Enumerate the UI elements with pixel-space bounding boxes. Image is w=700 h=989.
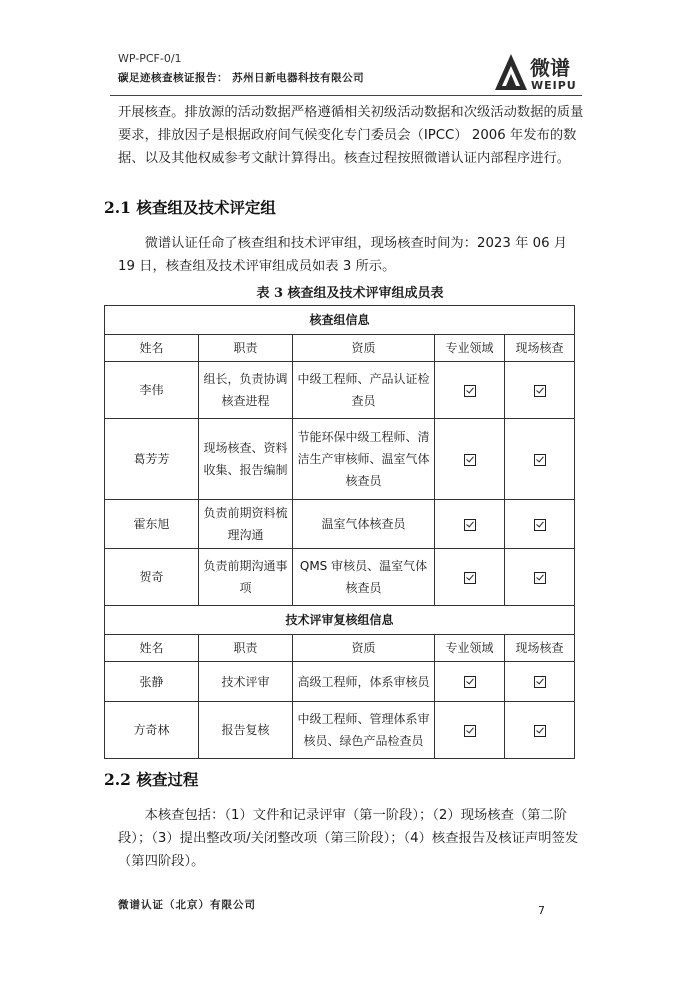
- column-header: 资质: [293, 635, 435, 662]
- cell-qualification: 节能环保中级工程师、清洁生产审核师、温室气体核查员: [293, 419, 435, 500]
- cell-onsite: [505, 702, 575, 759]
- checked-box-icon: [464, 676, 476, 688]
- cell-onsite: [505, 419, 575, 500]
- checked-box-icon: [534, 725, 546, 737]
- checked-box-icon: [464, 454, 476, 466]
- column-header: 姓名: [105, 635, 199, 662]
- table-row: [105, 662, 575, 702]
- header-divider: [110, 95, 582, 96]
- cell-name: 李伟: [105, 362, 199, 419]
- section-2-1-paragraph: 微谱认证任命了核查组和技术评审组，现场核查时间为：2023 年 06 月 19 日，核查组及技术评审组成员如表 3 所示。: [118, 236, 568, 274]
- cell-qualification: 中级工程师、管理体系审核员、绿色产品检查员: [293, 702, 435, 759]
- checked-box-icon: [464, 519, 476, 531]
- cell-qualification: QMS 审核员、温室气体核查员: [293, 549, 435, 606]
- members-table: [104, 305, 575, 759]
- checked-box-icon: [534, 519, 546, 531]
- cell-name: 方奇林: [105, 702, 199, 759]
- checked-box-icon: [534, 572, 546, 584]
- checked-box-icon: [534, 454, 546, 466]
- column-header: 现场核查: [505, 635, 575, 662]
- cell-duty: 现场核查、资料收集、报告编制: [199, 419, 293, 500]
- weipu-logo: [494, 52, 584, 96]
- checked-box-icon: [534, 385, 546, 397]
- cell-name: 葛芳芳: [105, 419, 199, 500]
- cell-onsite: [505, 362, 575, 419]
- page-number: 7: [538, 904, 545, 917]
- cell-onsite: [505, 549, 575, 606]
- cell-duty: 负责前期资料梳理沟通: [199, 500, 293, 549]
- section-2-2-heading: 2.2 核查过程: [104, 770, 199, 789]
- column-header: 姓名: [105, 335, 199, 362]
- column-header: 资质: [293, 335, 435, 362]
- group-title: 技术评审复核组信息: [105, 606, 575, 635]
- document-code: WP-PCF-0/1: [118, 52, 182, 65]
- cell-duty: 组长，负责协调核查进程: [199, 362, 293, 419]
- cell-onsite: [505, 500, 575, 549]
- cell-qualification: 高级工程师，体系审核员: [293, 662, 435, 702]
- group-header-row: [105, 306, 575, 335]
- column-header: 专业领域: [435, 335, 505, 362]
- logo-mark-icon: [494, 52, 528, 92]
- cell-field: [435, 702, 505, 759]
- table-caption: 表 3 核查组及技术评审组成员表: [256, 286, 444, 301]
- cell-duty: 报告复核: [199, 702, 293, 759]
- cell-name: 贺奇: [105, 549, 199, 606]
- logo-chinese-text: 微谱: [530, 56, 570, 80]
- table-row: [105, 702, 575, 759]
- report-title: 碳足迹核查核证报告： 苏州日新电器科技有限公司: [118, 72, 365, 84]
- column-header-row: [105, 635, 575, 662]
- cell-field: [435, 662, 505, 702]
- column-header-row: [105, 335, 575, 362]
- footer-company: 微谱认证（北京）有限公司: [118, 899, 256, 911]
- group-header-row: [105, 606, 575, 635]
- cell-field: [435, 362, 505, 419]
- cell-duty: 技术评审: [199, 662, 293, 702]
- section-2-2-paragraph: 本核查包括：（1）文件和记录评审（第一阶段）；（2）现场核查（第二阶段）；（3）提出整改项/关闭整改项（第三阶段）；（4）核查报告及核证声明签发（第四阶段）。: [118, 808, 579, 869]
- checked-box-icon: [464, 572, 476, 584]
- table-row: [105, 549, 575, 606]
- column-header: 现场核查: [505, 335, 575, 362]
- group-title: 核查组信息: [105, 306, 575, 335]
- logo-english-text: WEIPU: [531, 79, 577, 92]
- column-header: 职责: [199, 635, 293, 662]
- cell-duty: 负责前期沟通事项: [199, 549, 293, 606]
- cell-name: 张静: [105, 662, 199, 702]
- checked-box-icon: [464, 385, 476, 397]
- cell-onsite: [505, 662, 575, 702]
- cell-field: [435, 500, 505, 549]
- column-header: 职责: [199, 335, 293, 362]
- table-row: [105, 500, 575, 549]
- table-row: [105, 419, 575, 500]
- intro-paragraph: 开展核查。排放源的活动数据严格遵循相关初级活动数据和次级活动数据的质量要求，排放因子是根据政府间气候变化专门委员会（IPCC） 2006 年发布的数据、以及其他权威参考文献计算得出。核查过程按照微谱认证内部程序进行。: [118, 105, 584, 166]
- cell-field: [435, 549, 505, 606]
- checked-box-icon: [464, 725, 476, 737]
- checked-box-icon: [534, 676, 546, 688]
- table-row: [105, 362, 575, 419]
- cell-field: [435, 419, 505, 500]
- cell-qualification: 温室气体核查员: [293, 500, 435, 549]
- cell-name: 霍东旭: [105, 500, 199, 549]
- cell-qualification: 中级工程师、产品认证检查员: [293, 362, 435, 419]
- column-header: 专业领域: [435, 635, 505, 662]
- section-2-1-heading: 2.1 核查组及技术评定组: [104, 198, 276, 217]
